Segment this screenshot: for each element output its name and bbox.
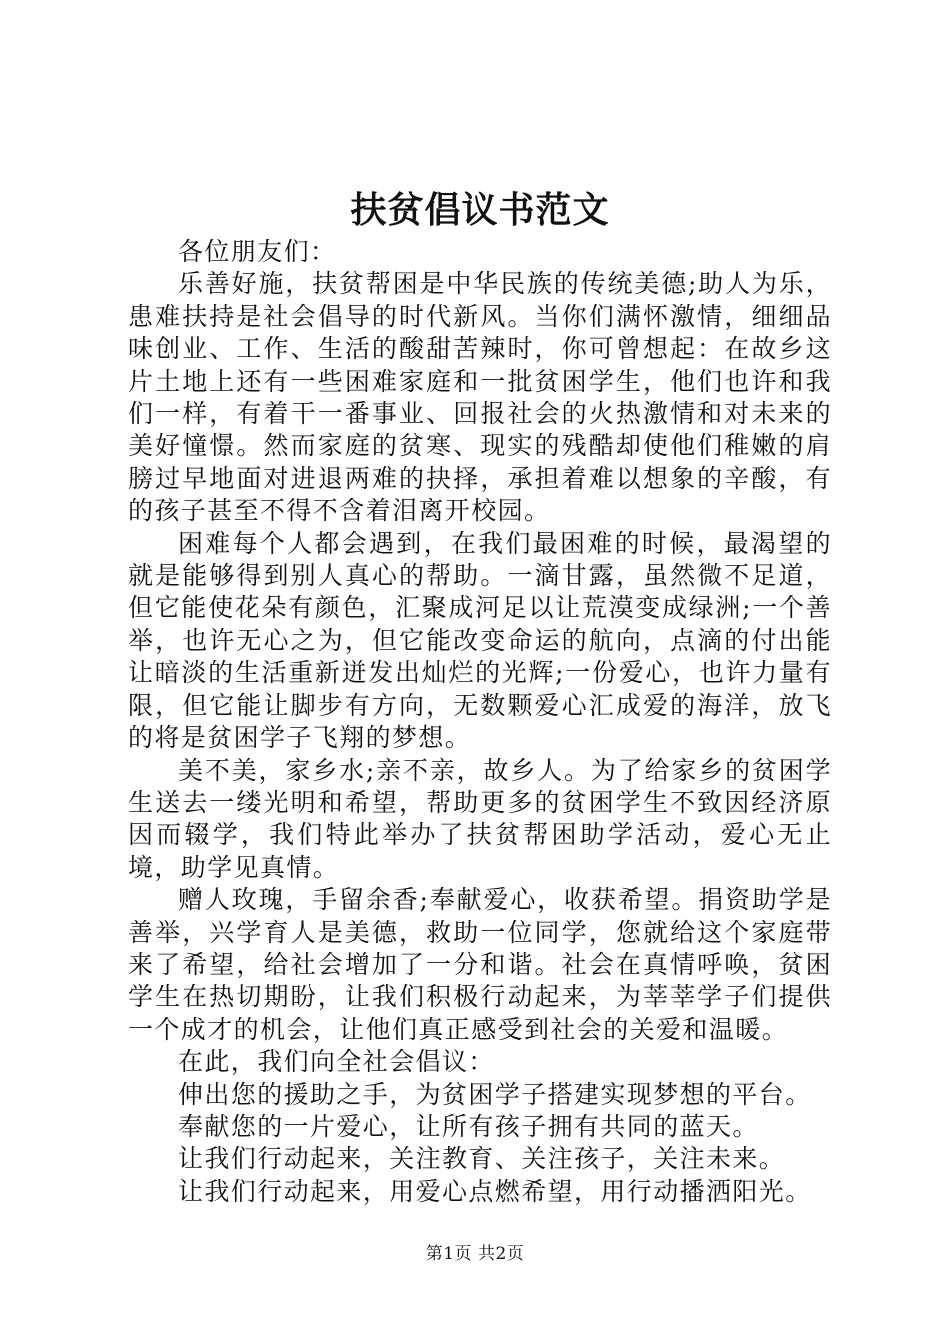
document-title: 扶贫倡议书范文 xyxy=(350,189,610,231)
proposal-intro: 在此，我们向全社会倡议： xyxy=(178,1047,495,1077)
proposal-item-2: 奉献您的一片爱心，让所有孩子拥有共同的蓝天。 xyxy=(178,1111,759,1141)
salutation: 各位朋友们： xyxy=(178,237,337,266)
page-number-footer: 第1页 共2页 xyxy=(425,1244,525,1264)
proposal-item-4: 让我们行动起来，用爱心点燃希望，用行动播洒阳光。 xyxy=(178,1176,812,1206)
paragraph-1: 乐善好施，扶贫帮困是中华民族的传统美德;助人为乐，患难扶持是社会倡导的时代新风。当你们满怀激情，细细品味创业、工作、生活的酸甜苦辣时，你可曾想起：在故乡这片土地上还有一些困难家庭和一批贫困学生，他们也许和我们一样，有着干一番事业、回报社会的火热激情和对未来的美好憧憬。然而家庭的贫寒、现实的残酷却使他们稚嫩的肩膀过早地面对进退两难的抉择，承担着难以想象的辛酸，有的孩子甚至不得不含着泪离开校园。 xyxy=(128,269,832,526)
proposal-item-3: 让我们行动起来，关注教育、关注孩子，关注未来。 xyxy=(178,1144,786,1174)
document-body xyxy=(128,236,832,1208)
paragraph-4: 赠人玫瑰，手留余香;奉献爱心，收获希望。捐资助学是善举，兴学育人是美德，救助一位同学，您就给这个家庭带来了希望，给社会增加了一分和谐。社会在真情呼唤，贫困学生在热切期盼，让我们积极行动起来，为莘莘学子们提供一个成才的机会，让他们真正感受到社会的关爱和温暖。 xyxy=(128,885,832,1044)
proposal-item-1: 伸出您的援助之手，为贫困学子搭建实现梦想的平台。 xyxy=(178,1079,812,1109)
paragraph-2: 困难每个人都会遇到，在我们最困难的时候，最渴望的就是能够得到别人真心的帮助。一滴甘露，虽然微不足道，但它能使花朵有颜色，汇聚成河足以让荒漠变成绿洲;一个善举，也许无心之为，但它能改变命运的航向，点滴的付出能让暗淡的生活重新迸发出灿烂的光辉;一份爱心，也许力量有限，但它能让脚步有方向，无数颗爱心汇成爱的海洋，放飞的将是贫困学子飞翔的梦想。 xyxy=(128,528,832,753)
paragraph-3: 美不美，家乡水;亲不亲，故乡人。为了给家乡的贫困学生送去一缕光明和希望，帮助更多的贫困学生不致因经济原因而辍学，我们特此举办了扶贫帮困助学活动，爱心无止境，助学见真情。 xyxy=(128,755,832,882)
